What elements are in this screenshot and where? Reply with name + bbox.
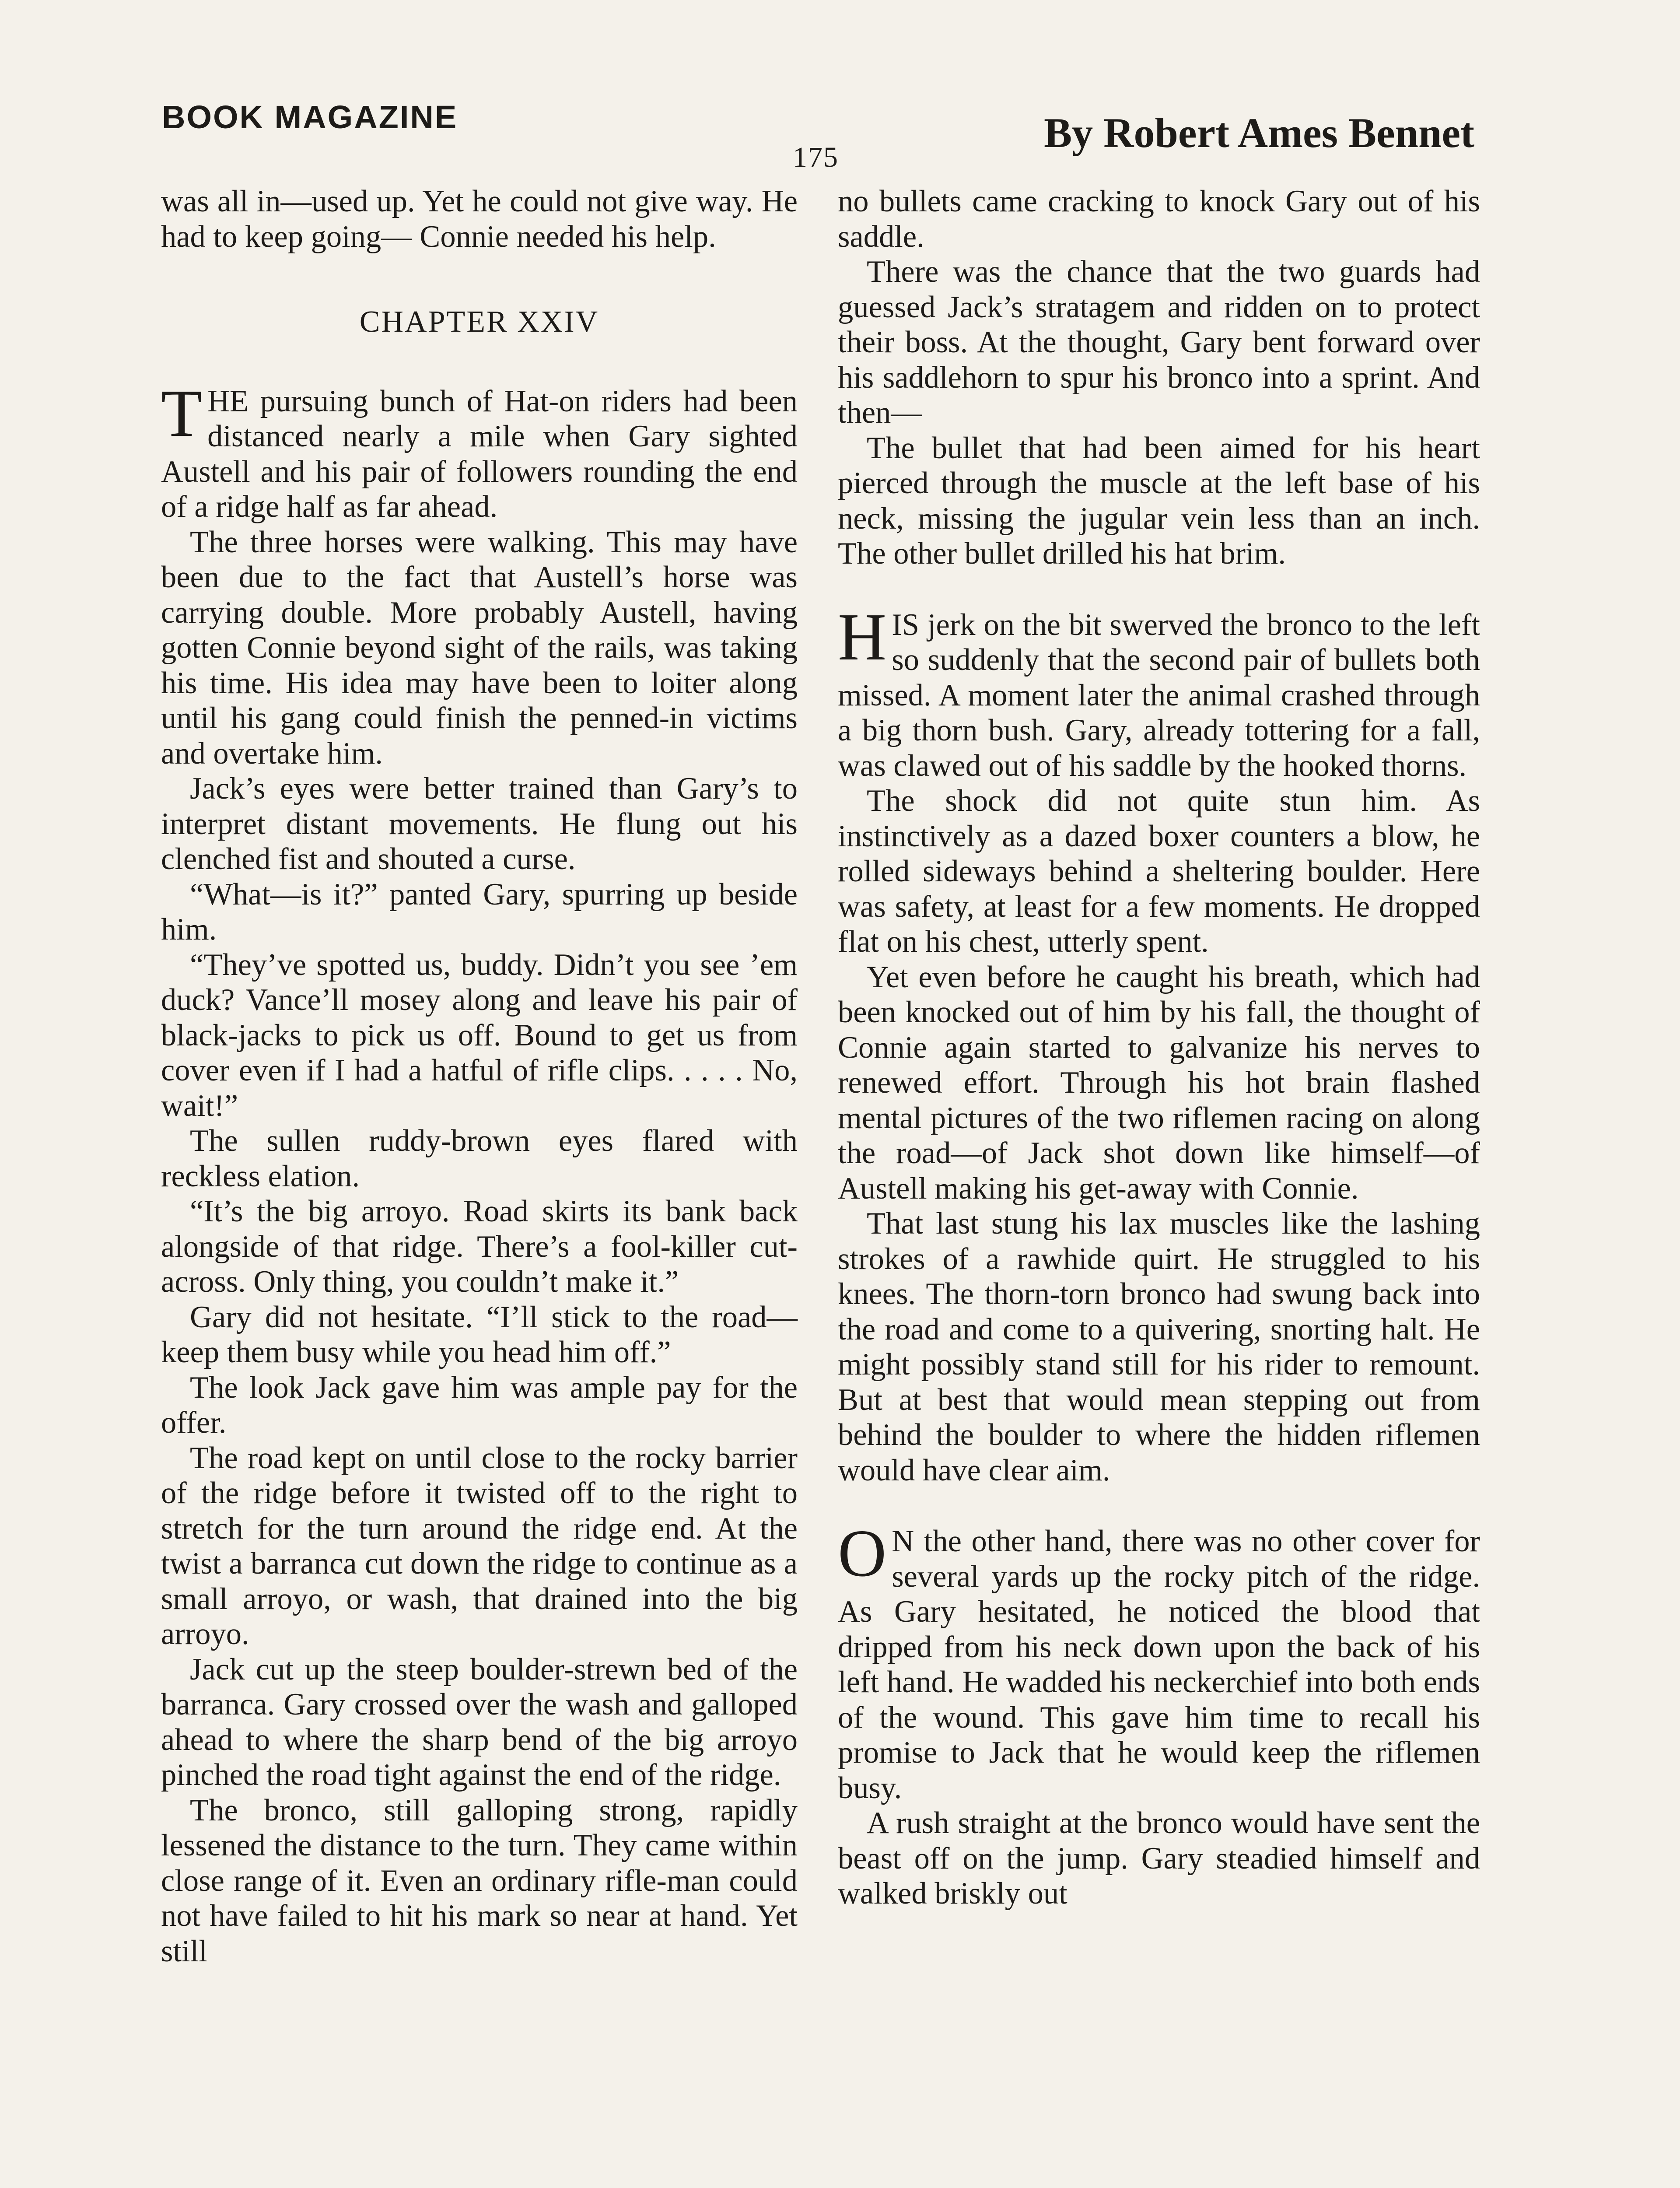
section-opening-paragraph — [838, 600, 1480, 784]
paragraph: A rush straight at the bronco would have sent the beast off on the jump. Gary steadied himself and walked briskly out — [838, 1806, 1480, 1911]
paragraph: was all in—used up. Yet he could not give way. He had to keep going— Connie needed his help. — [161, 184, 798, 254]
section-break — [838, 572, 1480, 607]
paragraph: “What—is it?” panted Gary, spurring up beside him. — [161, 877, 798, 947]
small-caps-lead: IS — [892, 607, 919, 642]
author-byline: By Robert Ames Bennet — [1044, 109, 1474, 156]
paragraph-text: pursuing bunch of Hat-on riders had been distanced nearly a mile when Gary sighted Austell and his pair of followers rounding the end of a ridge half as far ahead. — [161, 384, 798, 524]
paragraph: The bullet that had been aimed for his heart pierced through the muscle at the left base of his neck, missing the jugular vein less than an inch. The other bullet drilled his hat brim. — [838, 431, 1480, 571]
paragraph: “They’ve spotted us, buddy. Didn’t you see ’em duck? Vance’ll mosey along and leave his pair of black-jacks to pick us off. Bound to get us from cover even if I had a hatful of rifle clips. . . . . No, wait!” — [161, 947, 798, 1123]
paragraph: The bronco, still galloping strong, rapidly lessened the distance to the turn. They came within close range of it. Even an ordinary rifle-man could not have failed to hit his mark so near at hand. Yet still — [161, 1793, 798, 1968]
paragraph: no bullets came cracking to knock Gary out of his saddle. — [838, 184, 1480, 254]
section-opening-paragraph — [838, 1516, 1480, 1806]
paragraph: The look Jack gave him was ample pay for the offer. — [161, 1370, 798, 1440]
paragraph: Yet even before he caught his breath, which had been knocked out of him by his fall, the thought of Connie again started to galvanize his nerves to renewed effort. Through his hot brain flashed mental pictures of the two riflemen racing on along the road—of Jack shot down like himself—of Austell making his get-away with Connie. — [838, 960, 1480, 1206]
small-caps-lead: HE — [207, 384, 249, 418]
paragraph: The three horses were walking. This may have been due to the fact that Austell’s horse was carrying double. More probably Austell, having gotten Connie beyond sight of the rails, was taking his time. His idea may have been to loiter along until his gang could finish the penned-in victims and overtake him. — [161, 525, 798, 771]
paragraph-text: jerk on the bit swerved the bronco to the left so suddenly that the second pair of bullets both missed. A moment later the animal crashed through a big thorn bush. Gary, already tottering for a fall, was clawed out of his saddle by the hooked thorns. — [838, 607, 1480, 783]
small-caps-lead: N — [892, 1524, 914, 1558]
paragraph: The sullen ruddy-brown eyes flared with reckless elation. — [161, 1124, 798, 1193]
drop-cap: H — [838, 600, 887, 674]
paragraph: The shock did not quite stun him. As instinctively as a dazed boxer counters a blow, he rolled sideways behind a sheltering boulder. Here was safety, at least for a few moments. He dropped flat on his chest, utterly spent. — [838, 784, 1480, 959]
paragraph: “It’s the big arroyo. Road skirts its bank back alongside of that ridge. There’s a fool-killer cut-across. Only thing, you couldn’t make it.” — [161, 1194, 798, 1299]
magazine-title: BOOK MAGAZINE — [162, 99, 458, 135]
paragraph: The road kept on until close to the rocky barrier of the ridge before it twisted off to the right to stretch for the turn around the ridge end. At the twist a barranca cut down the ridge to continue as a small arroyo, or wash, that drained into the big arroyo. — [161, 1441, 798, 1651]
paragraph-text: the other hand, there was no other cover for several yards up the rocky pitch of the ridge. As Gary hesitated, he noticed the blood that dripped from his neck down upon the back of his left hand. He wadded his neckerchief into both ends of the wound. This gave him time to recall his promise to Jack that he would keep the riflemen busy. — [838, 1524, 1480, 1805]
left-column — [161, 184, 798, 1969]
section-break — [838, 1488, 1480, 1524]
chapter-opening-paragraph — [161, 376, 798, 525]
paragraph: Jack’s eyes were better trained than Gary’s to interpret distant movements. He flung out his clenched fist and shouted a curse. — [161, 771, 798, 876]
paragraph: There was the chance that the two guards had guessed Jack’s stratagem and ridden on to protect their boss. At the thought, Gary bent forward over his saddlehorn to spur his bronco into a sprint. And then— — [838, 255, 1480, 430]
chapter-title: CHAPTER XXIV — [359, 305, 599, 339]
right-column — [838, 184, 1480, 1911]
paragraph: Jack cut up the steep boulder-strewn bed of the barranca. Gary crossed over the wash and galloped ahead to where the sharp bend of the big arroyo pinched the road tight against the end of the ridge. — [161, 1652, 798, 1792]
paragraph: That last stung his lax muscles like the lashing strokes of a rawhide quirt. He struggled to his knees. The thorn-torn bronco had swung back into the road and come to a quivering, snorting halt. He might possibly stand still for his rider to remount. But at best that would mean stepping out from behind the boulder to where the hidden riflemen would have clear aim. — [838, 1206, 1480, 1487]
drop-cap: T — [161, 376, 203, 451]
page-number: 175 — [793, 141, 839, 173]
drop-cap: O — [838, 1516, 887, 1591]
paragraph: Gary did not hesitate. “I’ll stick to the road—keep them busy while you head him off.” — [161, 1300, 798, 1369]
